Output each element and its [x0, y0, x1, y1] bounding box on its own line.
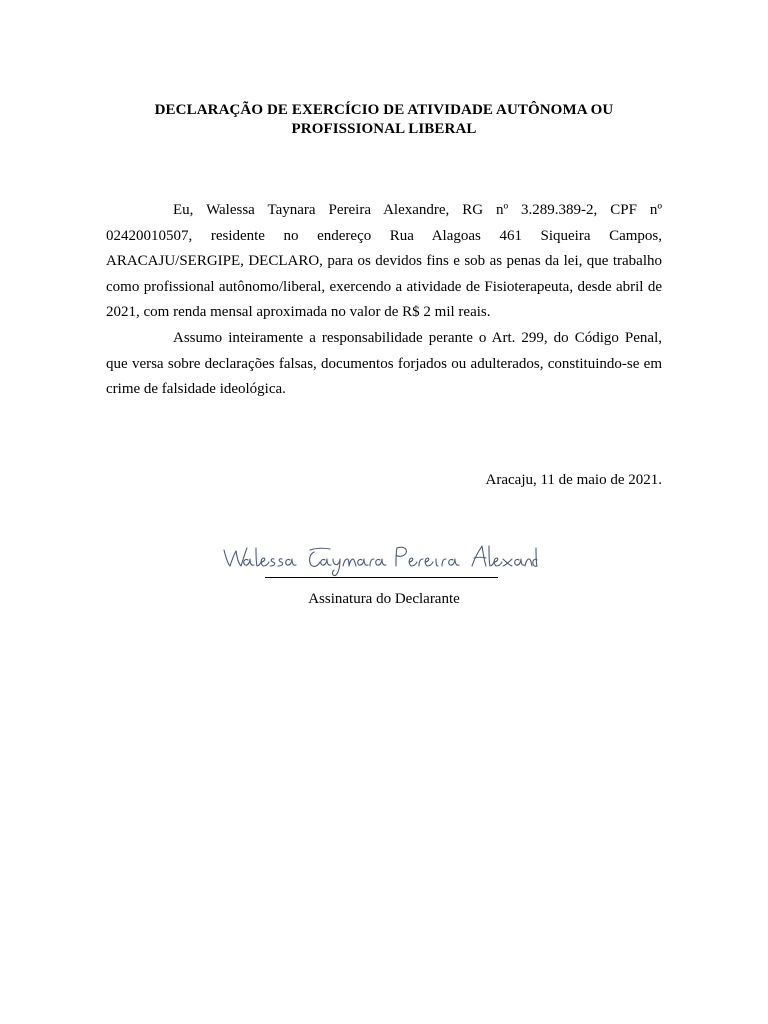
- place-and-date: Aracaju, 11 de maio de 2021.: [485, 472, 662, 488]
- document-title: [100, 101, 668, 139]
- responsibility-paragraph: Assumo inteiramente a responsabilidade perante o Art. 299, do Código Penal, que versa sobre declarações falsas, documentos forjados ou adulterados, constituindo-se em crime de falsidade ideológica.: [106, 329, 662, 398]
- signature-line: [265, 577, 498, 578]
- handwritten-signature: [210, 538, 540, 582]
- title-line-2: PROFISSIONAL LIBERAL: [291, 121, 477, 137]
- declaration-body: [106, 198, 662, 403]
- signature-block: [210, 538, 540, 584]
- declaration-paragraph: Eu, Walessa Taynara Pereira Alexandre, RG nº 3.289.389-2, CPF nº 02420010507, residente no endereço Rua Alagoas 461 Siqueira Campos, ARACAJU/SERGIPE, DECLARO, para os devidos fins e sob as penas da lei, que trabalho como profissional autônomo/liberal, exercendo a atividade de Fisioterapeuta, desde abril de 2021, com renda mensal aproximada no valor de R$ 2 mil reais.: [106, 202, 662, 321]
- signature-caption: Assinatura do Declarante: [308, 591, 460, 607]
- title-line-1: DECLARAÇÃO DE EXERCÍCIO DE ATIVIDADE AUTÔNOMA OU: [154, 102, 614, 118]
